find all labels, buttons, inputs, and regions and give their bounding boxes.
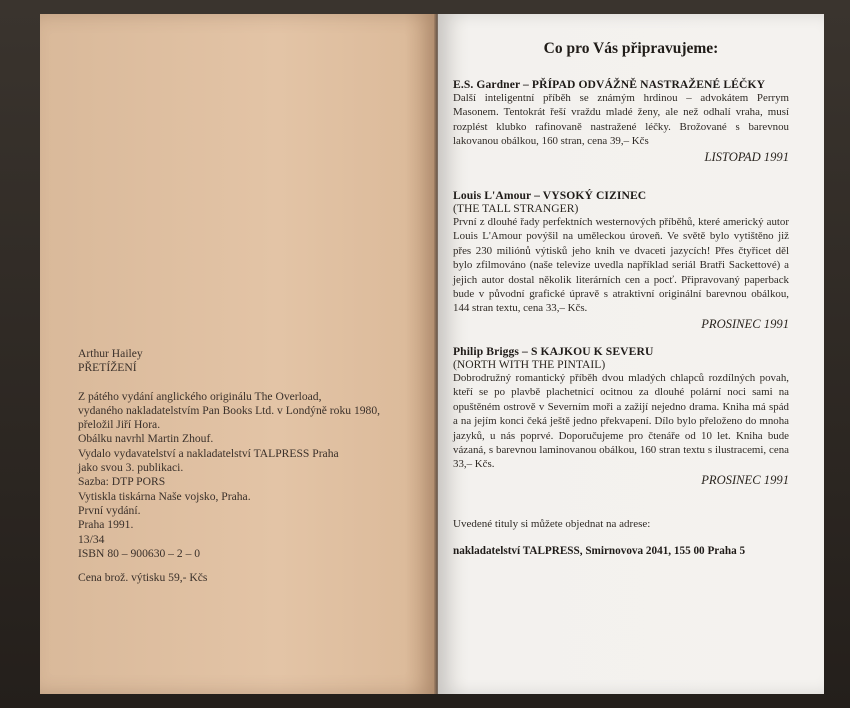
imprint-line: Praha 1991. (78, 518, 134, 532)
price: Cena brož. výtisku 59,- Kčs (78, 571, 208, 585)
order-info: Uvedené tituly si můžete objednat na adrese: (453, 518, 651, 530)
book-entry-gardner (453, 78, 789, 165)
entry-date: PROSINEC 1991 (701, 316, 789, 331)
entry-body: Dobrodružný romantický příběh dvou mladých chlapců rozdílných povah, kteří se po plavbě plachetnicí ocitnou za dlouhé polární noci sami na opuštěném ostrově v Severním moři a zažijí nejedno drama. Kniha má spád a na jejím konci čeká ještě jedno překvapení. Dílo bylo přeloženo do mnoha jazyků, u nás poprvé. Doporučujeme pro čtenáře od 10 let. Kniha bude vázaná, s barevnou laminovanou obálkou, 160 stran textu s ilustracemi, cena 33,– Kčs. (453, 372, 789, 471)
entry-subtitle: (NORTH WITH THE PINTAIL) (453, 358, 606, 371)
imprint-line: Sazba: DTP PORS (78, 475, 166, 489)
entry-heading: E.S. Gardner – PŘÍPAD ODVÁŽNĚ NASTRAŽENÉ LÉČKY (453, 78, 766, 91)
book-title: PŘETÍŽENÍ (78, 361, 137, 375)
imprint-line: přeložil Jiří Hora. (78, 418, 161, 432)
entry-subtitle: (THE TALL STRANGER) (453, 202, 579, 215)
entry-heading: Philip Briggs – S KAJKOU K SEVERU (453, 345, 654, 358)
imprint-line: vydaného nakladatelstvím Pan Books Ltd. v Londýně roku 1980, (78, 403, 381, 417)
entry-date: PROSINEC 1991 (701, 472, 789, 487)
entry-body: Další inteligentní příběh se známým hrdinou – advokátem Perrym Masonem. Tentokrát řeší vraždu mladé ženy, ale než odhalí vraha, musí rozplést klubko rafinovaně nastražené léčky. Brožované s barevnou lakovanou obálkou, 160 stran, cena 39,– Kčs (453, 92, 789, 148)
book-entry-lamour (453, 189, 789, 332)
isbn: ISBN 80 – 900630 – 2 – 0 (78, 546, 201, 560)
publisher-address: nakladatelství TALPRESS, Smirnovova 2041, 155 00 Praha 5 (453, 545, 746, 557)
imprint-line: První vydání. (78, 503, 141, 517)
entry-body: První z dlouhé řady perfektních westernových příběhů, které americký autor Louis L'Amour povýšil na uměleckou úroveň. Ve světě bylo vytištěno již přes 230 miliónů výtisků jeho knih ve dvaceti jazycích! Přes čtyřicet děl bylo zfilmováno (naše televize uvedla například seriál Bratři Sackettové) a jejich autor dostal několik literárních cen a pocť. Připravovaný paperback bude v původní grafické úpravě s atraktivní originální barevnou obálkou, 144 stran textu, cena 33,– Kčs. (453, 216, 789, 315)
imprint-line: Obálku navrhl Martin Zhouf. (78, 432, 214, 446)
imprint-line: Vydalo vydavatelství a nakladatelství TALPRESS Praha (78, 446, 339, 460)
book-entry-briggs (453, 345, 789, 488)
entry-date: LISTOPAD 1991 (704, 149, 789, 164)
book-author: Arthur Hailey (78, 347, 143, 360)
page-title: Co pro Vás připravujeme: (543, 40, 719, 57)
entry-heading: Louis L'Amour – VYSOKÝ CIZINEC (453, 189, 647, 202)
imprint-line: 13/34 (78, 532, 105, 546)
imprint-line: jako svou 3. publikaci. (78, 461, 184, 475)
imprint-block (78, 347, 423, 585)
imprint-line: Z pátého vydání anglického originálu The Overload, (78, 389, 322, 403)
imprint-line: Vytiskla tiskárna Naše vojsko, Praha. (78, 489, 251, 503)
